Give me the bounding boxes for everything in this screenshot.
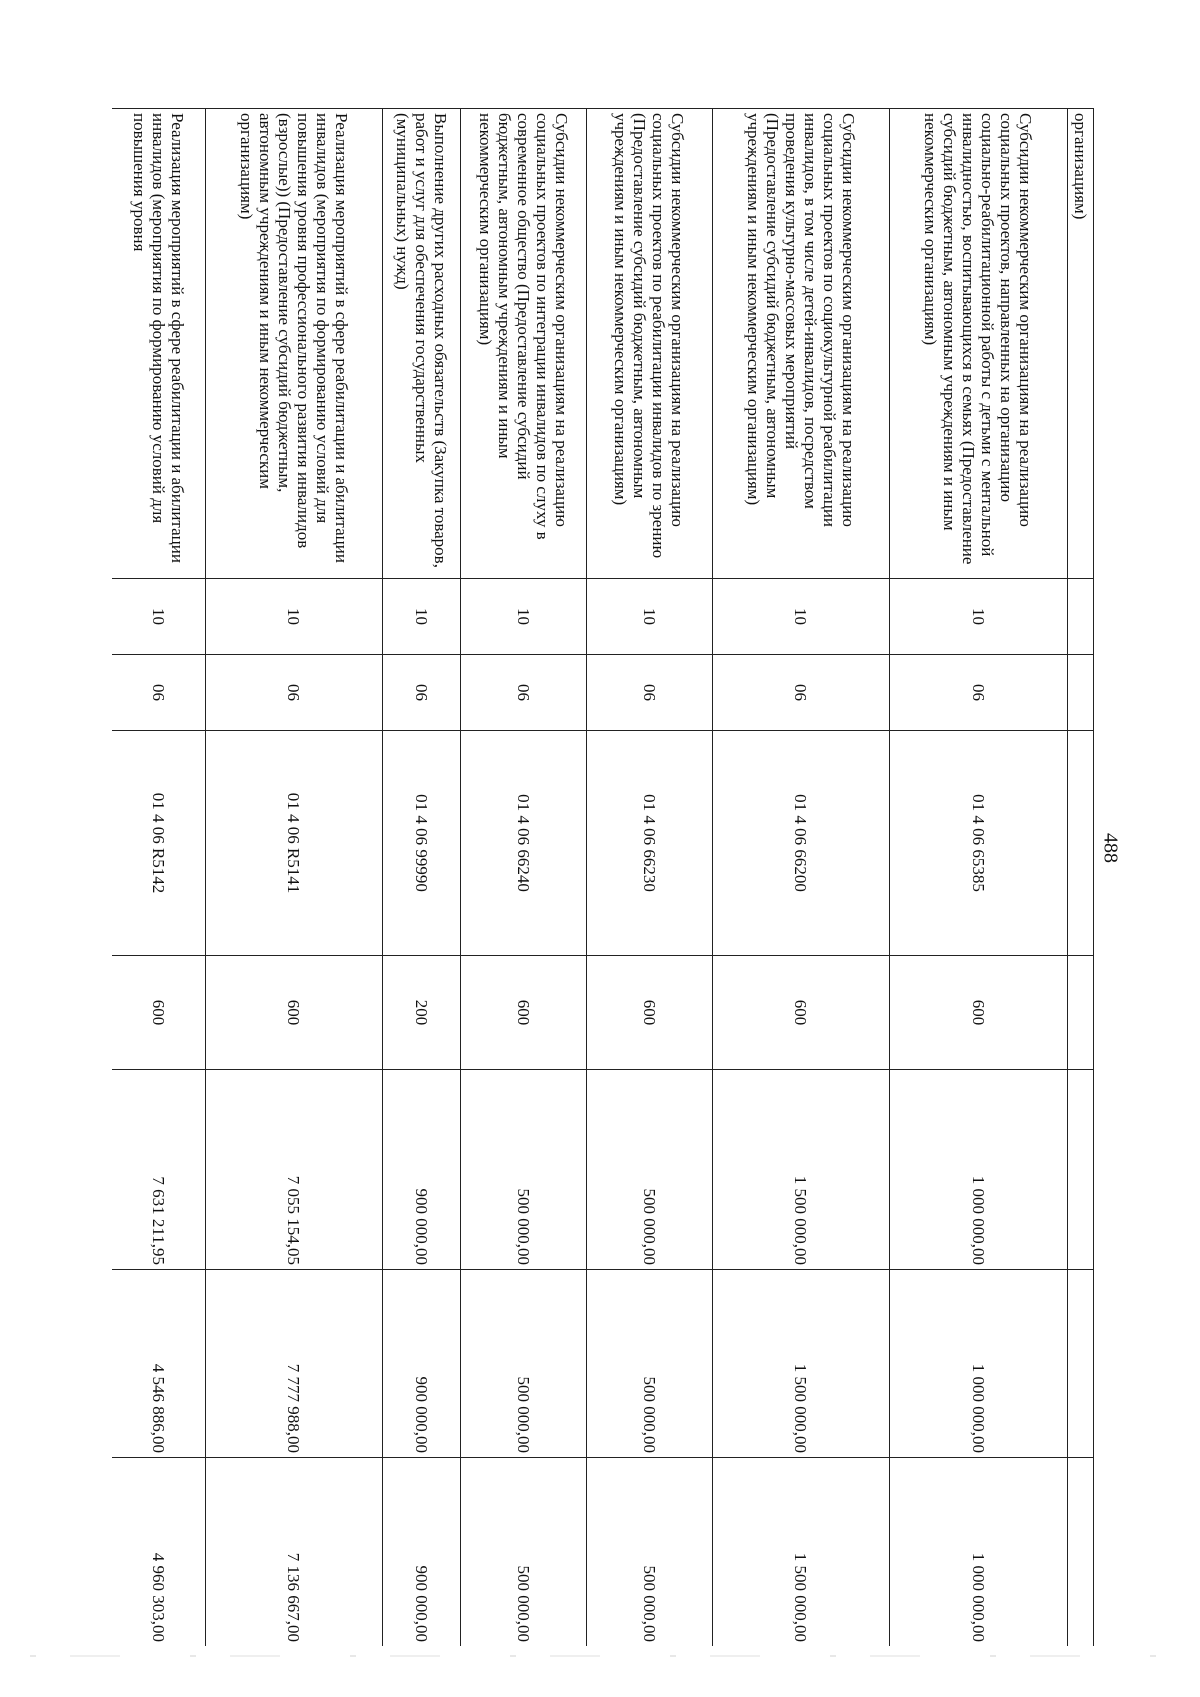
amount-year-1: 7 055 154,05: [206, 1070, 383, 1270]
subsection-code: 06: [206, 655, 383, 731]
subsection-code: 06: [461, 655, 587, 731]
target-article-code: 01 4 06 66200: [713, 731, 890, 956]
expense-type-code: 600: [890, 956, 1068, 1070]
target-article-code: 01 4 06 66230: [587, 731, 713, 956]
target-article-code: 01 4 06 R5142: [112, 731, 206, 956]
amount-year-2: 1 000 000,00: [890, 1270, 1068, 1458]
row-name: Реализация мероприятий в сфере реабилитации и абилитации инвалидов (мероприятия по формированию условий для повышения уровня профессионального развития инвалидов (взрослые)) (Предоставление субсидий бюджетным, автономным учреждениям и иным некоммерческим организациям): [206, 109, 383, 579]
section-code: 10: [383, 579, 461, 655]
amount-year-3: 4 960 303,00: [112, 1458, 206, 1647]
row-name: Выполнение других расходных обязательств (Закупка товаров, работ и услуг для обеспечения государственных (муниципальных) нужд): [383, 109, 461, 579]
target-article-code: 01 4 06 65385: [890, 731, 1068, 956]
page-number: 488: [1099, 833, 1122, 863]
target-article-code: 01 4 06 R5141: [206, 731, 383, 956]
table-row: [383, 109, 461, 1647]
table-row: [713, 109, 890, 1647]
section-code: 10: [461, 579, 587, 655]
amount-year-1: 7 631 211,95: [112, 1070, 206, 1270]
target-article-code: [1068, 731, 1094, 956]
expense-type-code: 600: [112, 956, 206, 1070]
amount-year-1: 1 000 000,00: [890, 1070, 1068, 1270]
subsection-code: 06: [890, 655, 1068, 731]
row-name: Субсидии некоммерческим организациям на реализацию социальных проектов по социокультурной реабилитации инвалидов, в том числе детей-инвалидов, посредством проведения культурно-массовых мероприятий (Предоставление субсидий бюджетным, автономным учреждениям и иным некоммерческим организациям): [713, 109, 890, 579]
target-article-code: 01 4 06 99990: [383, 731, 461, 956]
subsection-code: 06: [383, 655, 461, 731]
row-name: Субсидии некоммерческим организациям на реализацию социальных проектов по интеграции инвалидов по слуху в современное общество (Предоставление субсидий бюджетным, автономным учреждениям и иным некоммерческим организациям): [461, 109, 587, 579]
expense-type-code: 200: [383, 956, 461, 1070]
amount-year-2: 7 777 988,00: [206, 1270, 383, 1458]
amount-year-3: 7 136 667,00: [206, 1458, 383, 1647]
amount-year-3: 500 000,00: [587, 1458, 713, 1647]
table-row: [112, 109, 206, 1647]
amount-year-3: 500 000,00: [461, 1458, 587, 1647]
expense-type-code: 600: [461, 956, 587, 1070]
target-article-code: 01 4 06 66240: [461, 731, 587, 956]
rotated-table-frame: [112, 108, 1094, 1646]
amount-year-3: 900 000,00: [383, 1458, 461, 1647]
amount-year-2: 500 000,00: [461, 1270, 587, 1458]
scan-noise: [30, 1655, 1170, 1657]
subsection-code: 06: [587, 655, 713, 731]
row-name: Реализация мероприятий в сфере реабилитации и абилитации инвалидов (мероприятия по формированию условий для повышения уровня: [112, 109, 206, 579]
row-name: организациям): [1068, 109, 1094, 579]
expense-type-code: [1068, 956, 1094, 1070]
row-name: Субсидии некоммерческим организациям на реализацию социальных проектов, направленных на организацию социально-реабилитационной работы с детьми с ментальной инвалидностью, воспитывающихся в семьях (Предоставление субсидий бюджетным, автономным учреждениям и иным некоммерческим организациям): [890, 109, 1068, 579]
amount-year-1: 900 000,00: [383, 1070, 461, 1270]
amount-year-1: [1068, 1070, 1094, 1270]
table-row: [461, 109, 587, 1647]
table-row: [587, 109, 713, 1647]
rotated-table-content: [112, 108, 1094, 1646]
amount-year-3: [1068, 1458, 1094, 1647]
expense-type-code: 600: [206, 956, 383, 1070]
section-code: 10: [713, 579, 890, 655]
section-code: [1068, 579, 1094, 655]
amount-year-2: 1 500 000,00: [713, 1270, 890, 1458]
table-row: [206, 109, 383, 1647]
budget-table: [112, 108, 1094, 1646]
amount-year-1: 500 000,00: [461, 1070, 587, 1270]
amount-year-2: 900 000,00: [383, 1270, 461, 1458]
section-code: 10: [112, 579, 206, 655]
subsection-code: [1068, 655, 1094, 731]
amount-year-3: 1 000 000,00: [890, 1458, 1068, 1647]
table-row: [890, 109, 1068, 1647]
expense-type-code: 600: [587, 956, 713, 1070]
subsection-code: 06: [713, 655, 890, 731]
amount-year-1: 1 500 000,00: [713, 1070, 890, 1270]
amount-year-1: 500 000,00: [587, 1070, 713, 1270]
amount-year-2: 4 546 886,00: [112, 1270, 206, 1458]
section-code: 10: [890, 579, 1068, 655]
expense-type-code: 600: [713, 956, 890, 1070]
amount-year-2: 500 000,00: [587, 1270, 713, 1458]
subsection-code: 06: [112, 655, 206, 731]
table-row: [1068, 109, 1094, 1647]
amount-year-3: 1 500 000,00: [713, 1458, 890, 1647]
amount-year-2: [1068, 1270, 1094, 1458]
section-code: 10: [206, 579, 383, 655]
section-code: 10: [587, 579, 713, 655]
row-name: Субсидии некоммерческим организациям на реализацию социальных проектов по реабилитации инвалидов по зрению (Предоставление субсидий бюджетным, автономным учреждениям и иным некоммерческим организациям): [587, 109, 713, 579]
